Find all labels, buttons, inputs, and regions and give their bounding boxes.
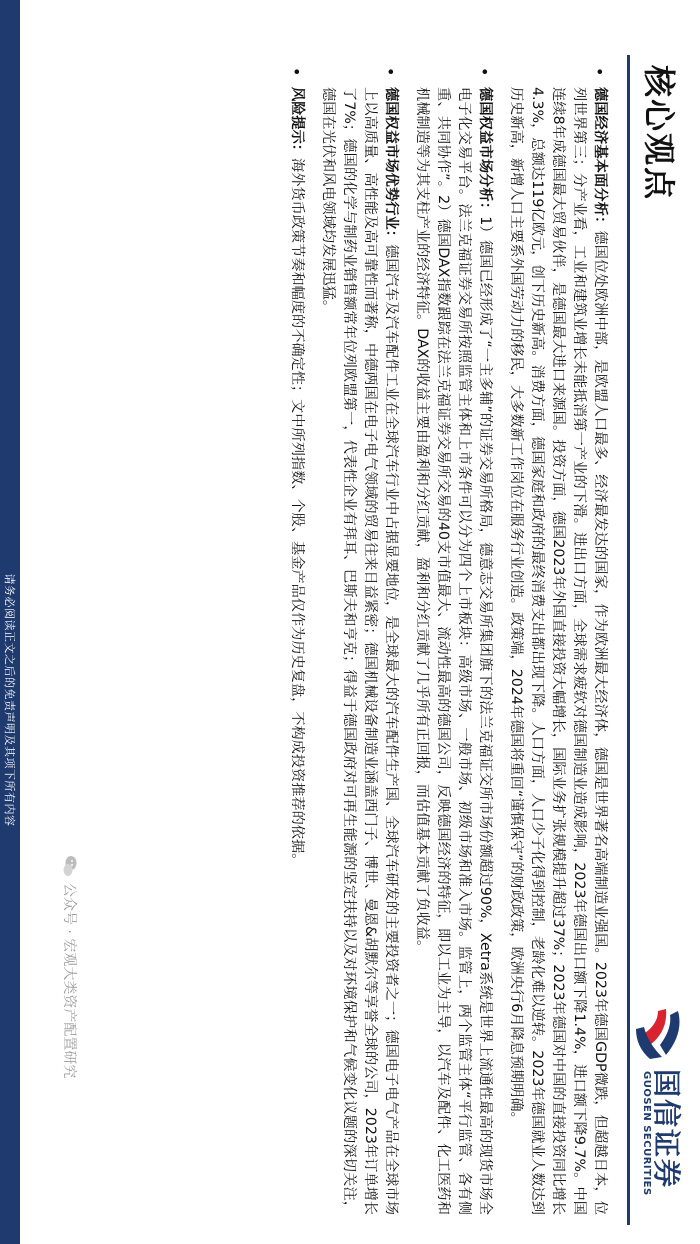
page-header bbox=[622, 55, 692, 1225]
brand-logo bbox=[630, 1005, 690, 1215]
bullet-icon: • bbox=[475, 67, 494, 77]
brand-name-cn: 国信证券 bbox=[650, 1069, 683, 1190]
header-divider bbox=[627, 55, 630, 1225]
paragraph-text: 德国位处欧洲中部，是欧盟人口最多、经济最发达的国家，作为欧洲最大经济体，德国是世界著名高端制造业强国。2023年德国GDP微跌，但超越日本，位列世界第三；分产业看，工业和建筑业增长未能抵消第一产业的下滑。进出口方面，全球需求疲软对德国制造业造成影响，2023年德国出口额下降1.4%，进口额下降9.7%。中国连续8年成德国最大贸易伙伴，是德国最大进口来源国。投资方面，德国2023年外国直接投资大幅增长，国际业务扩张规模提升超过37%；2023年德国对中国的直接投资同比增长4.3%，总额达119亿欧元，创下历史新高。消费方面，德国家庭和政府的最终消费支出都出现下降。人口方面，人口少子化得到控制，老龄化难以逆转。2023年德国就业人数达到历史新高，新增人口主要系外国劳动力的移民，大多数新工作岗位在服务行业创造。政策端，2024年德国将重回“谨慎保守”的财政政策，欧洲央行6月降息预期明确。 bbox=[508, 87, 608, 1215]
paragraph-lead: 风险提示： bbox=[289, 87, 305, 158]
paragraph-text: 海外货币政策节奏和幅度的不确定性；文中所列指数、个股、基金产品仅作为历史复盘，不构成投资推荐的依据。 bbox=[289, 157, 305, 868]
page-title: 核心观点 bbox=[640, 65, 678, 202]
watermark-text: 公众号 · 宏观大类资产配置研究 bbox=[61, 883, 77, 1079]
core-points-body bbox=[276, 65, 610, 1215]
paragraph-economy bbox=[505, 65, 610, 1215]
side-notice-text: 请务必阅读正文之后的免责声明及其项下所有内容 bbox=[3, 573, 16, 827]
guosen-logo-icon bbox=[632, 1005, 688, 1061]
wechat-watermark bbox=[50, 855, 80, 1215]
rotated-page bbox=[32, 55, 692, 1225]
paragraph-equity-market bbox=[411, 65, 495, 1215]
side-notice-strip bbox=[0, 0, 20, 1244]
bullet-icon: • bbox=[381, 67, 400, 77]
brand-name-en: GUOSEN SECURITIES bbox=[641, 1071, 652, 1196]
paragraph-advantage-industries bbox=[317, 65, 401, 1215]
bullet-icon: • bbox=[287, 67, 306, 77]
paragraph-text: 德国汽车及汽车配件工业在全球汽车行业中占据显要地位，是全球最大的汽车配件生产国、全球汽车研发的主要投资者之一；德国电子电气产品在全球市场上以高质量、高性能及高可靠性而著称，中德两国在电子电气领域的贸易往来日益紧密；德国机械设备制造业涵盖西门子、博世、曼恩&胡默尔等享誉全球的公司，2023年订单增长了7%；德国的化学与制药业销售额常年位列欧盟第一，代表性企业有拜耳、巴斯夫和亨克；得益于德国政府对可再生能源的坚定扶持以及对环境保护和气候变化议题的深切关注，德国在光伏和风电领域均发展迅猛。 bbox=[320, 87, 399, 1215]
paragraph-lead: 德国权益市场优势行业： bbox=[383, 87, 399, 245]
wechat-icon bbox=[62, 855, 78, 877]
paragraph-lead: 德国经济基本面分析： bbox=[592, 87, 608, 231]
paragraph-risk bbox=[286, 65, 307, 1215]
paragraph-lead: 德国权益市场分析： bbox=[477, 87, 493, 217]
bullet-icon: • bbox=[590, 67, 609, 77]
paragraph-text: 1）德国已经形成了“一主多辅”的证券交易所格局，德意志交易所集团旗下的法兰克福证交所市场份额超过90%，Xetra系统是世界上流通性最高的现货市场全电子化交易平台。法兰克福证券交易所按照监管主体和上市条件可以分为四个上市板块：高级市场、一般市场、初级市场和准入市场。监管上，两个监管主体“平行监管、各有侧重、共同协作”。2）德国DAX指数跟踪在法兰克福证券交易所交易的40支市值最大、流动性最高的德国公司，反映德国经济的特征，即以工业为主导，以汽车及配件、化工医药和机械制造等为其支柱产业的经济特征。DAX的收益主要由盈利和分红贡献，盈利和分红贡献了几乎所有正回报，而估值基本贡献了负收益。 bbox=[414, 87, 493, 1215]
